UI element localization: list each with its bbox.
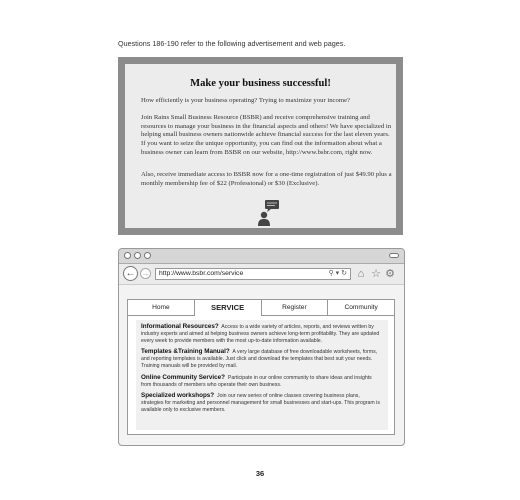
tab-register[interactable]: Register: [262, 300, 329, 316]
url-text: http://www.bsbr.com/service: [159, 270, 244, 277]
service-heading: Templates &Training Manual?: [141, 348, 230, 356]
ad-paragraph-1: How efficiently is your business operating? Trying to maximize your income?: [141, 97, 351, 104]
gear-icon[interactable]: ⚙: [385, 268, 395, 280]
service-heading: Specialized workshops?: [141, 392, 215, 400]
site-nav-tabs: [128, 300, 394, 316]
instructions: Questions 186-190 refer to the following advertisement and web pages.: [118, 39, 346, 48]
service-description: Access to a wide variety of articles, reports, and reviews written by industry experts and aimed at helping business owners achieve long-term profitability. They are updated every week to provide members with the most up-to-date information available.: [141, 324, 380, 344]
page-number: 36: [255, 469, 265, 478]
service-description: Participate in our online community to share ideas and insights from thousands of members who operate their own business.: [141, 374, 372, 388]
web-page: [127, 299, 395, 435]
service-list: [136, 320, 388, 430]
tab-home[interactable]: Home: [128, 300, 195, 316]
service-item: [141, 349, 383, 369]
service-description: A very large database of free downloadable worksheets, forms, and reporting templates is available. Just click and download the templates that best suit your needs. Training manuals will be provided by mail.: [141, 349, 378, 369]
home-icon[interactable]: ⌂: [357, 268, 365, 280]
search-refresh-icons[interactable]: ⚲ ▾ ↻: [328, 270, 347, 277]
service-item: [141, 375, 383, 389]
title-bar: [119, 249, 404, 264]
close-window-button[interactable]: [124, 252, 131, 259]
minimize-window-button[interactable]: [134, 252, 141, 259]
address-bar[interactable]: [155, 268, 351, 280]
navigation-bar: [119, 264, 404, 285]
maximize-window-button[interactable]: [144, 252, 151, 259]
tab-community[interactable]: Community: [328, 300, 394, 316]
browser-window: [118, 248, 405, 446]
service-heading: Online Community Service?: [141, 373, 225, 381]
service-item: [141, 393, 383, 413]
star-icon[interactable]: ☆: [371, 268, 381, 280]
service-description: Join our new series of online classes covering business plans, strategies for marketing and personnel management for small businesses and start-ups. This program is available only to exclusive members.: [141, 393, 380, 413]
service-heading: Informational Resources?: [141, 323, 219, 330]
service-item: [141, 324, 383, 344]
tab-service[interactable]: SERVICE: [195, 300, 262, 316]
ad-paragraph-2: Join Rains Small Business Resource (BSBR) and receive comprehensive training and resources to manage your business in the financial aspects and others! We have specialized in helping small business owners nationwide achieve financial success for the last eleven years. If you want to seize the unique opportunity, you can find out the information about what a business owner can learn from BSBR on our website, http://www.bsbr.com, right now.: [141, 114, 392, 156]
advertisement: [118, 57, 403, 235]
person-speech-icon: [258, 200, 280, 226]
toolbar-toggle-button[interactable]: [389, 253, 399, 258]
ad-paragraph-3: Also, receive immediate access to BSBR now for a one-time registration of just $49.90 plus a monthly membership fee of $22 (Professional) or $30 (Exclusive).: [141, 171, 392, 187]
ad-title: Make your business successful!: [190, 78, 331, 89]
forward-arrow-icon[interactable]: →: [141, 269, 150, 278]
back-arrow-icon[interactable]: ←: [123, 266, 138, 281]
